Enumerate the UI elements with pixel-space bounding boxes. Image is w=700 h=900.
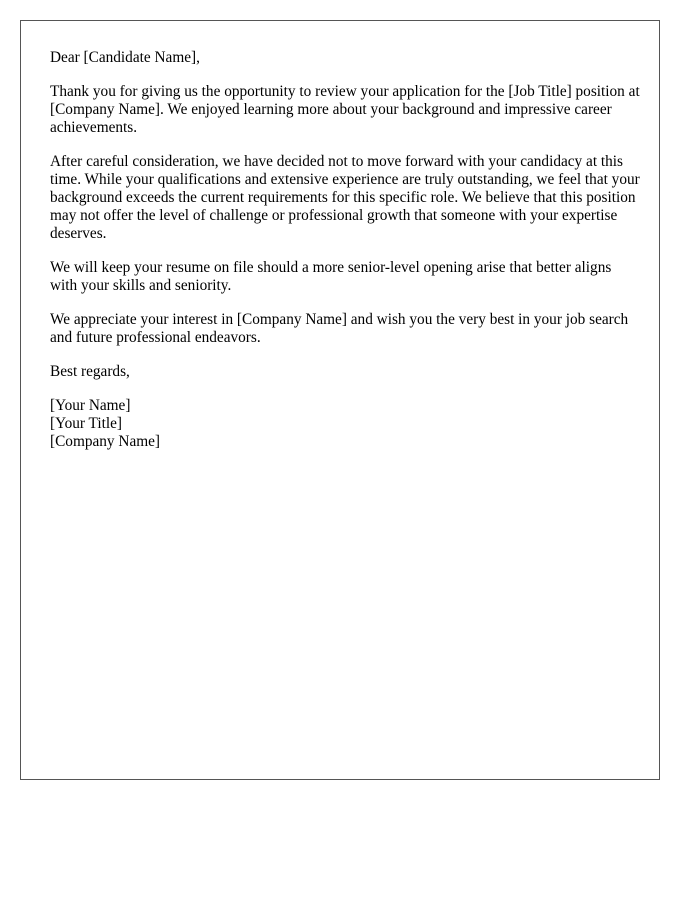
paragraph-decision: After careful consideration, we have decided not to move forward with your candidacy at this time. While your qualifications and extensive experience are truly outstanding, we feel that your background exceeds the current requirements for this specific role. We believe that this position may not offer the level of challenge or professional growth that someone with your expertise deserves. bbox=[50, 153, 640, 242]
signature-name: [Your Name] bbox=[50, 397, 131, 414]
salutation: Dear [Candidate Name], bbox=[50, 49, 200, 66]
paragraph-resume-on-file: We will keep your resume on file should a more senior-level opening arise that better aligns with your skills and seniority. bbox=[50, 259, 612, 294]
paragraph-appreciation: We appreciate your interest in [Company Name] and wish you the very best in your job search and future professional endeavors. bbox=[50, 311, 629, 346]
closing: Best regards, bbox=[50, 363, 130, 380]
letter-page bbox=[20, 20, 660, 780]
letter-body bbox=[50, 49, 640, 451]
signature-company: [Company Name] bbox=[50, 433, 161, 450]
signature-title: [Your Title] bbox=[50, 415, 122, 432]
signature-block bbox=[50, 397, 640, 451]
paragraph-intro: Thank you for giving us the opportunity to review your application for the [Job Title] position at [Company Name]. We enjoyed learning more about your background and impressive career achievements. bbox=[50, 83, 640, 136]
